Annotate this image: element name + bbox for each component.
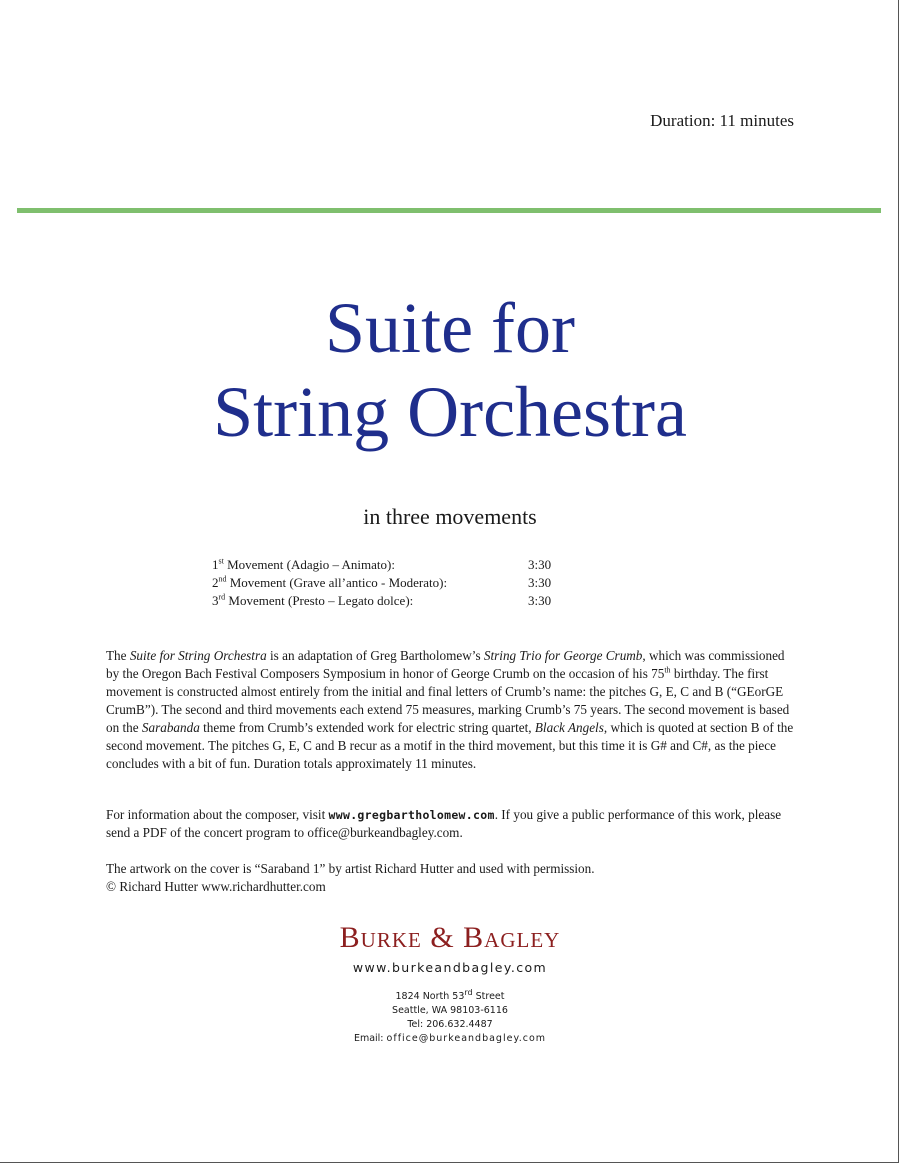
address-street: 1824 North 53rd Street xyxy=(395,987,505,1002)
publisher-website[interactable]: www.burkeandbagley.com xyxy=(352,960,548,975)
subtitle: in three movements xyxy=(363,504,537,529)
movement-row xyxy=(212,592,572,610)
green-divider xyxy=(17,208,881,213)
publisher-logo: Burke & Bagley xyxy=(339,921,561,954)
movement-row xyxy=(212,574,572,592)
composer-website-link[interactable]: www.gregbartholomew.com xyxy=(328,808,495,822)
address-city: Seattle, WA 98103-6116 xyxy=(392,1005,508,1016)
movement-label: 2nd Movement (Grave all’antico - Moderato): xyxy=(212,574,448,590)
address-email: Email: office@burkeandbagley.com xyxy=(353,1033,547,1044)
address-phone: Tel: 206.632.4487 xyxy=(407,1019,493,1030)
movements-list xyxy=(212,556,572,610)
title-line-2: String Orchestra xyxy=(213,372,687,452)
movement-row xyxy=(212,556,572,574)
email-link[interactable]: office@burkeandbagley.com xyxy=(386,1033,547,1044)
movement-label: 1st Movement (Adagio – Animato): xyxy=(212,556,395,572)
movement-time: 3:30 xyxy=(528,575,552,590)
movement-time: 3:30 xyxy=(528,557,552,572)
artwork-credit-paragraph: The artwork on the cover is “Saraband 1” by artist Richard Hutter and used with permission. © Richard Hutter www.richardhutter.com xyxy=(106,861,595,894)
movement-label: 3rd Movement (Presto – Legato dolce): xyxy=(212,592,414,608)
title-line-1: Suite for xyxy=(325,288,575,368)
duration-label: Duration: 11 minutes xyxy=(650,111,794,130)
composer-info-paragraph: For information about the composer, visit www.gregbartholomew.com. If you give a public performance of this work, please send a PDF of the concert program to office@burkeandbagley.com. xyxy=(106,807,782,840)
page-title xyxy=(0,286,900,454)
description-paragraph: The Suite for String Orchestra is an adaptation of Greg Bartholomew’s String Trio for George Crumb, which was commissioned by the Oregon Bach Festival Composers Symposium in honor of George Crumb on the occasion of his 75th birthday. The first movement is constructed almost entirely from the initial and final letters of Crumb’s name: the pitches G, E, C and B (“GEorGE CrumB”). The second and third movements each extend 75 measures, marking Crumb’s 75 years. The second movement is based on the Sarabanda theme from Crumb’s extended work for electric string quartet, Black Angels, which is quoted at section B of the second movement. The pitches G, E, C and B recur as a motif in the third movement, but this time it is G# and C#, as the piece concludes with a bit of fun. Duration totals approximately 11 minutes. xyxy=(106,648,794,771)
publisher-address xyxy=(0,987,900,1046)
movement-time: 3:30 xyxy=(528,593,552,608)
